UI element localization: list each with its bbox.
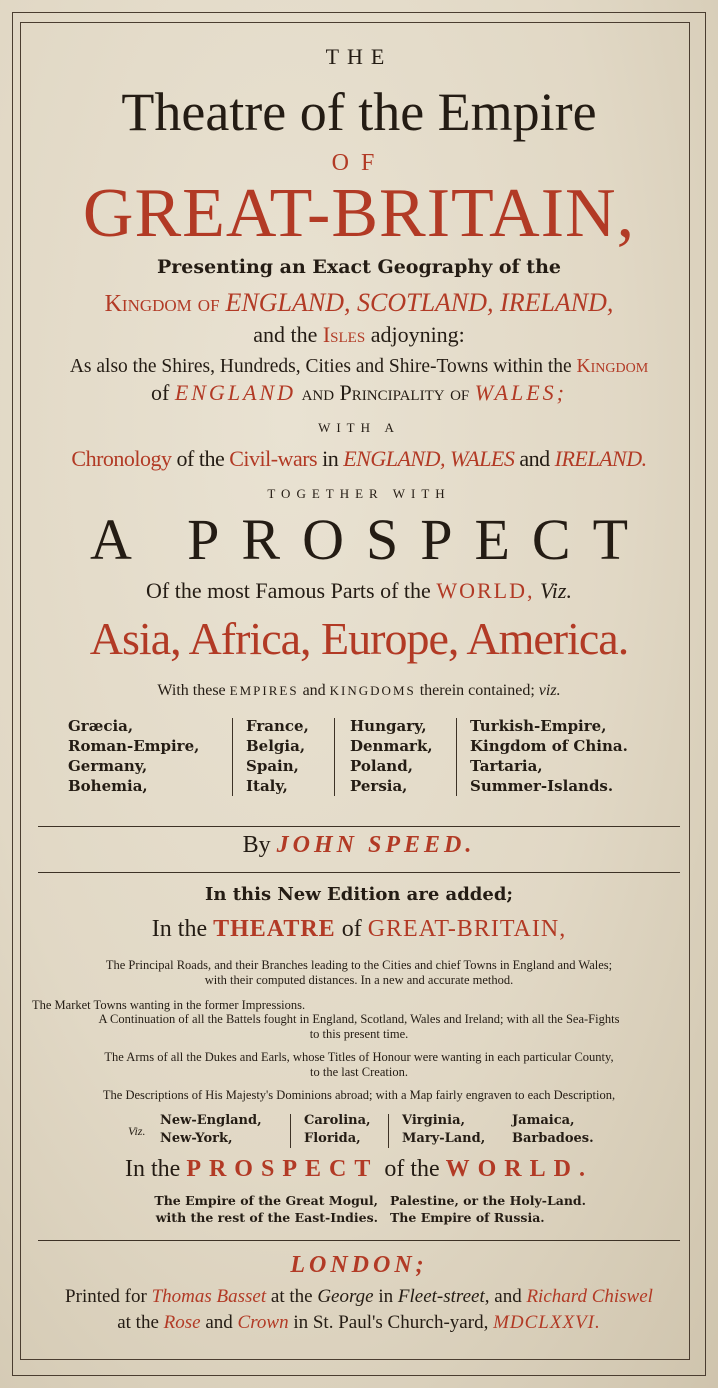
- title-kingdom-line: [0, 288, 718, 318]
- and2: and: [205, 1312, 233, 1333]
- wales: WALES;: [474, 380, 567, 405]
- country-item: Roman-Empire,: [68, 737, 200, 755]
- of-the: of the: [176, 446, 225, 471]
- with-these: With these: [157, 682, 226, 699]
- england2: ENGLAND: [174, 380, 297, 405]
- country-item: Persia,: [350, 777, 408, 795]
- edition-item: The Principal Roads, and their Branches leading to the Cities and chief Towns in England and Wales;: [105, 958, 613, 972]
- dominion-item: Jamaica,: [512, 1113, 575, 1128]
- country-item: Turkish-Empire,: [470, 717, 607, 735]
- shires-b: Kingdom: [576, 356, 649, 377]
- imprint-london: LONDON;: [290, 1252, 428, 1278]
- title-chronology-line: [0, 446, 718, 472]
- in: in: [322, 446, 339, 471]
- title-a-prospect: A PROSPECT: [89, 507, 651, 572]
- country-column-3: [350, 716, 433, 796]
- isles-a: and the: [253, 322, 318, 347]
- kingdom-word: Kingdom of: [104, 291, 220, 317]
- dominion-item: New-England,: [160, 1113, 262, 1128]
- title-of: OF: [331, 150, 387, 176]
- edition-theatre-line: [0, 916, 718, 943]
- edition-item: The Arms of all the Dukes and Earls, whose Titles of Honour were wanting in each particular County,: [104, 1050, 614, 1064]
- palestine: Palestine, or the Holy-Land.: [390, 1193, 587, 1208]
- title-presenting: Presenting an Exact Geography of the: [156, 256, 561, 278]
- column-divider: [232, 718, 233, 796]
- isles-b: Isles: [322, 322, 366, 347]
- country-item: Italy,: [246, 777, 288, 795]
- dominion-item: Florida,: [304, 1131, 361, 1146]
- george: George: [317, 1286, 374, 1307]
- edition-in-the: In the: [151, 916, 208, 942]
- title-together-with: TOGETHER WITH: [267, 486, 451, 501]
- of2: of: [150, 380, 170, 405]
- country-item: France,: [246, 717, 309, 735]
- in-st-pauls: in St. Paul's Church-yard,: [293, 1312, 489, 1333]
- prospect-world: WORLD.: [445, 1156, 593, 1182]
- edition-item: to this present time.: [309, 1027, 409, 1041]
- rose: Rose: [163, 1312, 201, 1333]
- country-item: Belgia,: [246, 737, 306, 755]
- country-column-1: [68, 716, 199, 796]
- dominions-column-2: [304, 1112, 371, 1148]
- palestine-block: [390, 1192, 586, 1226]
- imprint-year: MDCLXXVI.: [493, 1312, 601, 1333]
- mogul-b: with the rest of the East-Indies.: [155, 1210, 378, 1225]
- author-line: [0, 832, 718, 859]
- chiswel: Richard Chiswel: [526, 1286, 653, 1307]
- fleet: Fleet-street: [397, 1286, 485, 1307]
- title-great-britain: GREAT-BRITAIN,: [82, 175, 636, 252]
- country-item: Denmark,: [350, 737, 433, 755]
- at-the: at the: [270, 1286, 313, 1307]
- dominion-item: Mary-Land,: [402, 1131, 486, 1146]
- mogul-a: The Empire of the Great Mogul,: [154, 1193, 378, 1208]
- in: in: [378, 1286, 394, 1307]
- country-item: Tartaria,: [470, 757, 543, 775]
- title-shires-line: [0, 356, 718, 378]
- edition-added: In this New Edition are added;: [204, 884, 514, 905]
- dominions-column-4: [512, 1112, 594, 1148]
- and-word: and: [302, 682, 326, 699]
- edition-item: The Descriptions of His Majesty's Dominions abroad; with a Map fairly engraven to each Description,: [102, 1088, 616, 1102]
- principality: and Principality of: [301, 380, 470, 405]
- chronology: Chronology: [71, 446, 172, 471]
- therein: therein contained;: [419, 682, 535, 699]
- viz2: viz.: [538, 682, 561, 699]
- ireland: IRELAND.: [554, 446, 647, 471]
- edition-theatre: THEATRE: [213, 916, 336, 942]
- kingdoms2: KINGDOMS: [329, 683, 416, 698]
- russia: The Empire of Russia.: [390, 1210, 545, 1225]
- prospect-line: [0, 1156, 718, 1183]
- title-continents: Asia, Africa, Europe, America.: [89, 613, 629, 664]
- ewi: ENGLAND, WALES: [343, 446, 515, 471]
- author-name: JOHN SPEED.: [276, 832, 476, 858]
- edition-item: The Market Towns wanting in the former Impressions.: [32, 998, 306, 1012]
- edition-item: with their computed distances. In a new and accurate method.: [204, 973, 514, 987]
- edition-of: of: [341, 916, 362, 942]
- dominion-item: Barbadoes.: [512, 1131, 594, 1146]
- dominions-viz: Viz.: [128, 1124, 146, 1138]
- author-by: By: [242, 832, 271, 858]
- of-most-famous: Of the most Famous Parts of the: [146, 578, 431, 603]
- printed-for: Printed for: [65, 1286, 147, 1307]
- divider-rule: [38, 1240, 680, 1241]
- edition-item: A Continuation of all the Battels fought in England, Scotland, Wales and Ireland; with all the Sea-Fights: [98, 1012, 620, 1026]
- country-item: Summer-Islands.: [470, 777, 614, 795]
- world: WORLD,: [436, 578, 535, 603]
- country-item: Græcia,: [68, 717, 134, 735]
- prospect-in-the: In the: [125, 1156, 181, 1182]
- and: , and: [484, 1286, 522, 1307]
- dominion-item: Carolina,: [304, 1113, 371, 1128]
- viz: Viz.: [539, 578, 572, 603]
- shires-a: As also the Shires, Hundreds, Cities and Shire-Towns within the: [69, 356, 572, 377]
- title-with-a: WITH A: [318, 420, 400, 435]
- prospect-word: PROSPECT: [186, 1156, 379, 1182]
- crown: Crown: [237, 1312, 289, 1333]
- title-england-wales-line: [0, 380, 718, 406]
- country-item: Bohemia,: [68, 777, 148, 795]
- dominion-item: Virginia,: [402, 1113, 466, 1128]
- edition-item: to the last Creation.: [310, 1065, 408, 1079]
- divider-rule: [38, 872, 680, 873]
- title-isles-line: [0, 322, 718, 348]
- prospect-of-the: of the: [384, 1156, 440, 1182]
- title-with-these-line: [0, 682, 718, 700]
- basset: Thomas Basset: [151, 1286, 267, 1307]
- imprint-line-2: [0, 1312, 718, 1334]
- column-divider: [388, 1114, 389, 1148]
- isles-c: adjoyning:: [370, 322, 465, 347]
- country-item: Germany,: [68, 757, 148, 775]
- country-item: Spain,: [246, 757, 299, 775]
- imprint-line-1: [0, 1286, 718, 1308]
- country-column-4: [470, 716, 628, 796]
- column-divider: [334, 718, 335, 796]
- column-divider: [290, 1114, 291, 1148]
- dominion-item: New-York,: [160, 1131, 233, 1146]
- country-item: Poland,: [350, 757, 413, 775]
- country-item: Kingdom of China.: [470, 737, 628, 755]
- title-famous-line: [0, 578, 718, 604]
- mogul-block: [120, 1192, 378, 1226]
- divider-rule: [38, 826, 680, 827]
- column-divider: [456, 718, 457, 796]
- and: and: [519, 446, 550, 471]
- dominions-column-3: [402, 1112, 485, 1148]
- title-the: THE: [325, 44, 393, 69]
- at-the2: at the: [117, 1312, 159, 1333]
- dominions-column-1: [160, 1112, 262, 1148]
- country-column-2: [246, 716, 309, 796]
- country-item: Hungary,: [350, 717, 427, 735]
- title-theatre: Theatre of the Empire: [121, 82, 597, 142]
- edition-gb: GREAT-BRITAIN,: [367, 916, 567, 942]
- kingdoms-red: ENGLAND, SCOTLAND, IRELAND,: [225, 288, 614, 317]
- empires: EMPIRES: [229, 683, 299, 698]
- civil-wars: Civil-wars: [229, 446, 318, 471]
